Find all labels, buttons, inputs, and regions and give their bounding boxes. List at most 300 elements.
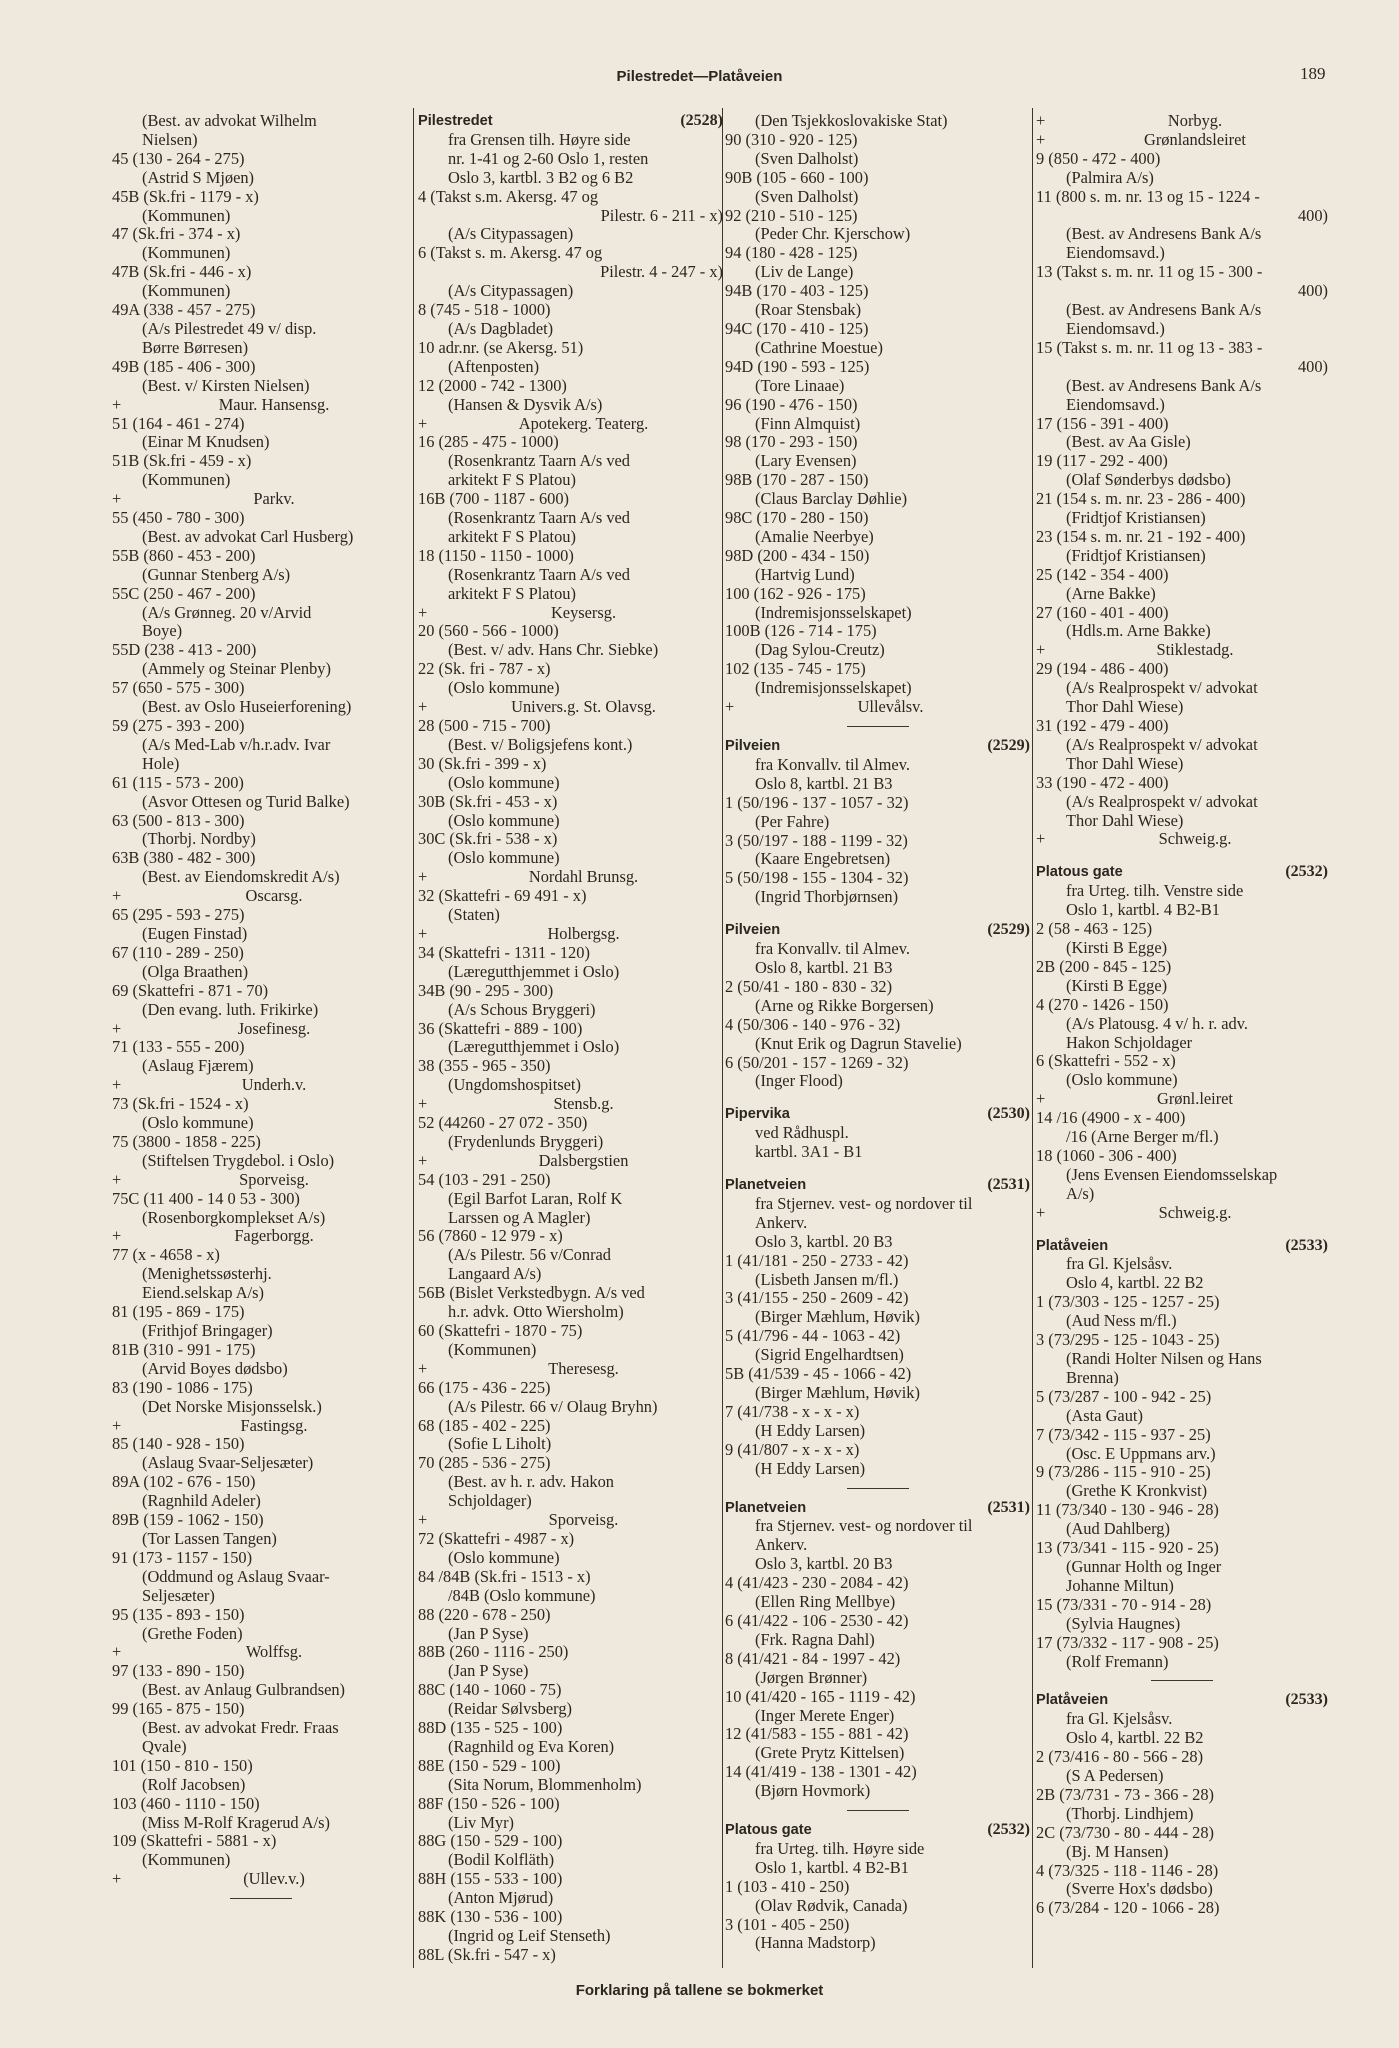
- entry-detail: Nielsen): [142, 129, 198, 149]
- entry-detail: (A/s Pilestr. 56 v/Conrad: [448, 1245, 611, 1265]
- entry-detail: (A/s Med-Lab v/h.r.adv. Ivar: [142, 734, 331, 754]
- entry-detail: (Best. av Anlaug Gulbrandsen): [142, 1680, 346, 1700]
- cross-street: [418, 698, 723, 717]
- entry-detail: (Best. av Eiendomskredit A/s): [142, 867, 340, 887]
- property-entry: 75 (3800 - 1858 - 225): [112, 1131, 261, 1151]
- cross-street-name: Parkv.: [253, 489, 295, 509]
- property-entry: 89A (102 - 676 - 150): [112, 1472, 256, 1492]
- property-entry: 1 (50/196 - 137 - 1057 - 32): [725, 792, 909, 812]
- cross-street: [1036, 1090, 1328, 1109]
- cross-street: [112, 490, 410, 509]
- property-entry: 88E (150 - 529 - 100): [418, 1755, 561, 1775]
- entry-detail: (Ingrid Thorbjørnsen): [755, 887, 899, 907]
- entry-detail: Oslo 8, kartbl. 21 B3: [755, 773, 893, 793]
- street-heading: [725, 1105, 1030, 1124]
- street-code: (2531): [987, 1176, 1030, 1194]
- entry-detail: 400): [1297, 281, 1328, 301]
- intersection-icon: +: [112, 489, 122, 509]
- entry-detail: (Lisbeth Jansen m/fl.): [755, 1269, 899, 1289]
- entry-detail: (Bjørn Hovmork): [755, 1781, 871, 1801]
- cross-street: [112, 1227, 410, 1246]
- cross-street: [1036, 131, 1328, 150]
- entry-detail: (Læregutthjemmet i Oslo): [448, 961, 620, 981]
- entry-detail: (A/s Grønneg. 20 v/Arvid: [142, 602, 312, 622]
- entry-detail: (Cathrine Moestue): [755, 337, 883, 357]
- property-entry: 30B (Sk.fri - 453 - x): [418, 791, 558, 811]
- cross-street-name: Keysersg.: [550, 602, 617, 622]
- entry-detail: (Best. av Aa Gisle): [1066, 432, 1191, 452]
- entry-detail: fra Gl. Kjelsåsv.: [1066, 1254, 1173, 1274]
- entry-detail: (A/s Citypassagen): [448, 281, 574, 301]
- entry-detail: (Fridtjof Kristiansen): [1066, 545, 1206, 565]
- entry-detail: (Oslo kommune): [448, 772, 560, 792]
- property-entry: 63 (500 - 813 - 300): [112, 810, 245, 830]
- property-entry: 56 (7860 - 12 979 - x): [418, 1226, 563, 1246]
- column-4: [1036, 112, 1328, 1918]
- property-entry: 68 (185 - 402 - 225): [418, 1415, 551, 1435]
- entry-detail: (Inger Flood): [755, 1071, 843, 1091]
- cross-street: [112, 1870, 410, 1889]
- property-entry: 9 (73/286 - 115 - 910 - 25): [1036, 1462, 1211, 1482]
- entry-detail: (Lary Evensen): [755, 451, 857, 471]
- entry-detail: (Ragnhild Adeler): [142, 1491, 261, 1511]
- entry-detail: Ankerv.: [755, 1535, 808, 1555]
- entry-detail: (Best. av h. r. adv. Hakon: [448, 1472, 614, 1492]
- intersection-icon: +: [1036, 129, 1046, 149]
- cross-street: [418, 415, 723, 434]
- entry-detail: (A/s Pilestr. 66 v/ Olaug Bryhn): [448, 1396, 658, 1416]
- property-entry: 6 (Skattefri - 552 - x): [1036, 1051, 1176, 1071]
- property-entry: 81B (310 - 991 - 175): [112, 1339, 256, 1359]
- entry-detail: Thor Dahl Wiese): [1066, 810, 1184, 830]
- property-entry: 31 (192 - 479 - 400): [1036, 716, 1169, 735]
- entry-detail: (Arvid Boyes dødsbo): [142, 1358, 288, 1378]
- entry-detail: arkitekt F S Platou): [448, 526, 576, 546]
- entry-detail: (Liv de Lange): [755, 262, 854, 282]
- property-entry: 88H (155 - 533 - 100): [418, 1869, 563, 1889]
- section-divider: [847, 726, 909, 727]
- property-entry: 88B (260 - 1116 - 250): [418, 1642, 569, 1662]
- entry-detail: (Kommunen): [142, 281, 231, 301]
- entry-detail: (Amalie Neerbye): [755, 526, 874, 546]
- entry-detail: fra Konvallv. til Almev.: [755, 939, 910, 959]
- property-entry: 51 (164 - 461 - 274): [112, 413, 245, 433]
- street-name: Planetveien: [725, 1177, 807, 1194]
- property-entry: 15 (73/331 - 70 - 914 - 28): [1036, 1594, 1212, 1614]
- cross-street: [418, 1152, 723, 1171]
- entry-detail: (Olav Rødvik, Canada): [755, 1895, 908, 1915]
- entry-detail: Oslo 4, kartbl. 22 B2: [1066, 1728, 1204, 1748]
- entry-detail: (Oslo kommune): [448, 848, 560, 868]
- cross-street-name: Fastingsg.: [240, 1415, 308, 1435]
- property-entry: 6 (Takst s. m. Akersg. 47 og: [418, 243, 603, 263]
- intersection-icon: +: [112, 1169, 122, 1189]
- entry-detail: (Grethe K Kronkvist): [1066, 1481, 1208, 1501]
- property-entry: 5 (41/796 - 44 - 1063 - 42): [725, 1326, 901, 1346]
- intersection-icon: +: [418, 867, 428, 887]
- entry-detail: (Miss M-Rolf Kragerud A/s): [142, 1812, 331, 1832]
- property-entry: 17 (73/332 - 117 - 908 - 25): [1036, 1632, 1219, 1652]
- cross-street: [418, 1095, 723, 1114]
- property-entry: 97 (133 - 890 - 150): [112, 1661, 245, 1681]
- property-entry: 81 (195 - 869 - 175): [112, 1302, 245, 1322]
- entry-detail: (Tore Linaae): [755, 375, 845, 395]
- street-heading: [725, 737, 1030, 756]
- intersection-icon: +: [1036, 640, 1046, 660]
- entry-detail: Hakon Schjoldager: [1066, 1032, 1193, 1052]
- entry-detail: (Rolf Jacobsen): [142, 1774, 246, 1794]
- entry-detail: (Olaf Sønderbys dødsbo): [1066, 470, 1231, 490]
- intersection-icon: +: [1036, 111, 1046, 130]
- entry-detail: (Ungdomshospitset): [448, 1075, 581, 1095]
- entry-detail: (Arne og Rikke Borgersen): [755, 995, 934, 1015]
- entry-detail: (Finn Almquist): [755, 413, 861, 433]
- entry-detail: (Bodil Kolfläth): [448, 1850, 555, 1870]
- property-entry: 88 (220 - 678 - 250): [418, 1604, 551, 1624]
- entry-detail: (Den Tsjekkoslovakiske Stat): [755, 111, 948, 130]
- cross-street: [418, 1511, 723, 1530]
- property-entry: 14 (41/419 - 138 - 1301 - 42): [725, 1762, 917, 1782]
- property-entry: 83 (190 - 1086 - 175): [112, 1377, 253, 1397]
- entry-detail: (Sylvia Haugnes): [1066, 1613, 1181, 1633]
- entry-detail: (Best. v/ Boligsjefens kont.): [448, 734, 633, 754]
- property-entry: 19 (117 - 292 - 400): [1036, 451, 1168, 471]
- entry-detail: Eiendomsavd.): [1066, 318, 1165, 338]
- entry-detail: Brenna): [1066, 1367, 1119, 1387]
- entry-detail: Oslo 3, kartbl. 20 B3: [755, 1554, 893, 1574]
- entry-detail: (Oslo kommune): [448, 810, 560, 830]
- entry-detail: (Rosenkrantz Taarn A/s ved: [448, 564, 630, 584]
- intersection-icon: +: [112, 1226, 122, 1246]
- cross-street-name: Norbyg.: [1167, 111, 1223, 130]
- property-entry: 7 (41/738 - x - x - x): [725, 1401, 860, 1421]
- property-entry: 3 (73/295 - 125 - 1043 - 25): [1036, 1330, 1220, 1350]
- entry-detail: Thor Dahl Wiese): [1066, 753, 1184, 773]
- entry-detail: A/s): [1066, 1183, 1095, 1203]
- street-name: Planetveien: [725, 1499, 807, 1516]
- entry-detail: (Indremisjonsselskapet): [755, 602, 912, 622]
- entry-detail: (Sven Dalholst): [755, 148, 859, 168]
- street-code: (2528): [680, 112, 723, 129]
- entry-detail: fra Stjernev. vest- og nordover til: [755, 1193, 973, 1213]
- property-entry: 21 (154 s. m. nr. 23 - 286 - 400): [1036, 489, 1246, 509]
- property-entry: 85 (140 - 928 - 150): [112, 1434, 245, 1454]
- property-entry: 47B (Sk.fri - 446 - x): [112, 262, 252, 282]
- cross-street: [1036, 112, 1328, 131]
- entry-detail: (Læregutthjemmet i Oslo): [448, 1037, 620, 1057]
- entry-detail: (Rolf Fremann): [1066, 1651, 1169, 1671]
- street-name: Platous gate: [1036, 864, 1123, 881]
- entry-detail: (Best. av Andresens Bank A/s: [1066, 224, 1262, 244]
- entry-detail: Boye): [142, 621, 183, 641]
- entry-detail: (Frithjof Bringager): [142, 1321, 273, 1340]
- property-entry: 51B (Sk.fri - 459 - x): [112, 451, 252, 471]
- entry-detail: (Oslo kommune): [448, 678, 560, 698]
- street-heading: [725, 1499, 1030, 1518]
- cross-street: [112, 396, 410, 415]
- entry-detail: /84B (Oslo kommune): [448, 1585, 596, 1605]
- intersection-icon: +: [1036, 1202, 1046, 1222]
- entry-detail: (Kommunen): [142, 1850, 231, 1870]
- intersection-icon: +: [725, 697, 735, 717]
- intersection-icon: +: [418, 1358, 428, 1378]
- street-code: (2529): [987, 737, 1030, 754]
- column-rule: [413, 108, 414, 1968]
- intersection-icon: +: [112, 394, 122, 414]
- property-entry: 55 (450 - 780 - 300): [112, 508, 245, 528]
- property-entry: 4 (Takst s.m. Akersg. 47 og: [418, 186, 599, 206]
- property-entry: 59 (275 - 393 - 200): [112, 716, 245, 735]
- entry-detail: (Aslaug Fjærem): [142, 1056, 254, 1076]
- section-divider: [847, 1488, 909, 1489]
- property-entry: 20 (560 - 566 - 1000): [418, 621, 559, 641]
- entry-detail: Hole): [142, 753, 180, 773]
- property-entry: 4 (270 - 1426 - 150): [1036, 994, 1169, 1014]
- entry-detail: (Ragnhild og Eva Koren): [448, 1736, 615, 1756]
- street-code: (2530): [987, 1105, 1030, 1123]
- property-entry: 88D (135 - 525 - 100): [418, 1718, 563, 1738]
- entry-detail: (Hanna Madstorp): [755, 1933, 876, 1953]
- entry-detail: /16 (Arne Berger m/fl.): [1066, 1127, 1219, 1147]
- property-entry: 4 (73/325 - 118 - 1146 - 28): [1036, 1860, 1219, 1880]
- property-entry: 16 (285 - 475 - 1000): [418, 432, 559, 452]
- entry-detail: (Birger Mæhlum, Høvik): [755, 1383, 920, 1402]
- entry-detail: (Eugen Finstad): [142, 923, 248, 943]
- entry-detail: (Aftenposten): [448, 356, 540, 376]
- cross-street-name: Grønlandsleiret: [1144, 129, 1246, 149]
- entry-detail: (Sigrid Engelhardtsen): [755, 1345, 904, 1365]
- entry-detail: (Osc. E Uppmans arv.): [1066, 1443, 1216, 1463]
- property-entry: 55D (238 - 413 - 200): [112, 640, 257, 660]
- entry-detail: kartbl. 3A1 - B1: [755, 1142, 863, 1162]
- intersection-icon: +: [418, 602, 428, 622]
- entry-detail: (Sven Dalholst): [755, 186, 859, 206]
- entry-detail: (Stiftelsen Trygdebol. i Oslo): [142, 1150, 335, 1170]
- section-gap: [1036, 1223, 1328, 1237]
- property-entry: 22 (Sk. fri - 787 - x): [418, 659, 551, 679]
- cross-street-name: Stiklestadg.: [1156, 640, 1234, 660]
- street-heading: [1036, 1237, 1328, 1256]
- column-3: [725, 112, 1030, 1953]
- intersection-icon: +: [418, 923, 428, 943]
- property-entry: 92 (210 - 510 - 125): [725, 205, 858, 225]
- intersection-icon: +: [418, 697, 428, 717]
- property-entry: 52 (44260 - 27 072 - 350): [418, 1113, 588, 1133]
- property-entry: 36 (Skattefri - 889 - 100): [418, 1018, 583, 1038]
- entry-detail: Seljesæter): [142, 1585, 215, 1605]
- entry-detail: Johanne Miltun): [1066, 1575, 1174, 1595]
- intersection-icon: +: [1036, 1089, 1046, 1109]
- entry-detail: Eiend.selskap A/s): [142, 1283, 265, 1303]
- section-gap: [725, 907, 1030, 921]
- entry-detail: (Best. av advokat Carl Husberg): [142, 526, 354, 546]
- property-entry: 6 (73/284 - 120 - 1066 - 28): [1036, 1898, 1220, 1918]
- entry-detail: (Thorbj. Lindhjem): [1066, 1803, 1194, 1823]
- section-divider: [847, 1810, 909, 1811]
- property-entry: 16B (700 - 1187 - 600): [418, 489, 569, 509]
- street-name: Pilestredet: [418, 113, 493, 129]
- property-entry: 89B (159 - 1062 - 150): [112, 1510, 264, 1530]
- property-entry: 33 (190 - 472 - 400): [1036, 772, 1169, 792]
- entry-detail: (Arne Bakke): [1066, 583, 1156, 603]
- property-entry: 3 (50/197 - 188 - 1199 - 32): [725, 830, 908, 850]
- property-entry: 100 (162 - 926 - 175): [725, 583, 866, 603]
- intersection-icon: +: [112, 1642, 122, 1662]
- property-entry: 94 (180 - 428 - 125): [725, 243, 858, 263]
- street-name: Platous gate: [725, 1822, 812, 1839]
- entry-detail: Oslo 3, kartbl. 3 B2 og 6 B2: [448, 167, 634, 187]
- entry-detail: Thor Dahl Wiese): [1066, 697, 1184, 717]
- property-entry: 2B (200 - 845 - 125): [1036, 956, 1172, 976]
- entry-detail: (Sverre Hox's dødsbo): [1066, 1879, 1213, 1899]
- entry-detail: (Liv Myr): [448, 1812, 515, 1832]
- property-entry: 5 (50/198 - 155 - 1304 - 32): [725, 868, 909, 888]
- cross-street-name: Sporveisg.: [548, 1510, 619, 1530]
- section-divider: [230, 1898, 292, 1899]
- property-entry: 55C (250 - 467 - 200): [112, 583, 256, 603]
- entry-detail: (Per Fahre): [755, 811, 830, 831]
- entry-detail: (Best. av advokat Fredr. Fraas: [142, 1718, 339, 1738]
- entry-detail: (Egil Barfot Laran, Rolf K: [448, 1188, 623, 1208]
- property-entry: 1 (103 - 410 - 250): [725, 1876, 850, 1896]
- cross-street: [418, 868, 723, 887]
- entry-detail: (Kommunen): [448, 1339, 537, 1359]
- property-entry: 47 (Sk.fri - 374 - x): [112, 224, 241, 244]
- property-entry: 88G (150 - 529 - 100): [418, 1831, 563, 1851]
- entry-detail: (Kaare Engebretsen): [755, 849, 891, 869]
- property-entry: 54 (103 - 291 - 250): [418, 1169, 551, 1189]
- entry-detail: Schjoldager): [448, 1491, 532, 1511]
- property-entry: 60 (Skattefri - 1870 - 75): [418, 1321, 583, 1340]
- property-entry: 17 (156 - 391 - 400): [1036, 413, 1169, 433]
- entry-detail: arkitekt F S Platou): [448, 583, 576, 603]
- property-entry: 73 (Sk.fri - 1524 - x): [112, 1094, 249, 1114]
- intersection-icon: +: [1036, 829, 1046, 849]
- entry-detail: (Hartvig Lund): [755, 564, 855, 584]
- entry-detail: (Kommunen): [142, 205, 231, 225]
- entry-detail: fra Gl. Kjelsåsv.: [1066, 1709, 1173, 1729]
- cross-street-name: Stensb.g.: [553, 1094, 614, 1114]
- entry-detail: (Hansen & Dysvik A/s): [448, 394, 603, 414]
- entry-detail: (Asta Gaut): [1066, 1405, 1143, 1425]
- entry-detail: (Fridtjof Kristiansen): [1066, 508, 1206, 528]
- property-entry: 91 (173 - 1157 - 150): [112, 1547, 253, 1567]
- property-entry: 94C (170 - 410 - 125): [725, 318, 869, 338]
- property-entry: 72 (Skattefri - 4987 - x): [418, 1528, 575, 1548]
- property-entry: 38 (355 - 965 - 350): [418, 1056, 551, 1076]
- property-entry: 15 (Takst s. m. nr. 11 og 13 - 383 -: [1036, 337, 1263, 357]
- property-entry: 14 /16 (4900 - x - 400): [1036, 1108, 1186, 1128]
- property-entry: 102 (135 - 745 - 175): [725, 659, 866, 679]
- property-entry: 45B (Sk.fri - 1179 - x): [112, 186, 259, 206]
- property-entry: 6 (50/201 - 157 - 1269 - 32): [725, 1052, 909, 1072]
- property-entry: 13 (73/341 - 115 - 920 - 25): [1036, 1538, 1219, 1558]
- entry-detail: (Kommunen): [142, 470, 231, 490]
- property-entry: 5B (41/539 - 45 - 1066 - 42): [725, 1364, 912, 1384]
- entry-detail: Oslo 1, kartbl. 4 B2-B1: [1066, 900, 1220, 920]
- entry-detail: (Inger Merete Enger): [755, 1705, 895, 1725]
- property-entry: 94B (170 - 403 - 125): [725, 281, 869, 301]
- intersection-icon: +: [112, 886, 122, 906]
- street-name: Platåveien: [1036, 1237, 1109, 1254]
- street-code: (2532): [1285, 863, 1328, 881]
- entry-detail: Oslo 8, kartbl. 21 B3: [755, 957, 893, 977]
- entry-detail: ved Rådhuspl.: [755, 1123, 849, 1143]
- cross-street: [112, 1020, 410, 1039]
- entry-detail: (Kommunen): [142, 243, 231, 263]
- cross-street: [418, 1360, 723, 1379]
- cross-street-name: Grønl.leiret: [1156, 1089, 1233, 1109]
- column-rule: [1032, 108, 1033, 1968]
- entry-detail: fra Stjernev. vest- og nordover til: [755, 1516, 973, 1536]
- property-entry: 56B (Bislet Verkstedbygn. A/s ved: [418, 1283, 645, 1303]
- property-entry: 69 (Skattefri - 871 - 70): [112, 980, 269, 1000]
- entry-detail: (Gunnar Holth og Inger: [1066, 1556, 1222, 1576]
- cross-street: [1036, 1204, 1328, 1223]
- entry-detail: (A/s Realprospekt v/ advokat: [1066, 791, 1258, 811]
- entry-detail: (Menighetssøsterhj.: [142, 1264, 272, 1284]
- entry-detail: (Gunnar Stenberg A/s): [142, 564, 291, 584]
- property-entry: 6 (41/422 - 106 - 2530 - 42): [725, 1610, 909, 1630]
- intersection-icon: +: [418, 1094, 428, 1114]
- entry-detail: fra Urteg. tilh. Venstre side: [1066, 881, 1244, 901]
- street-heading: [418, 112, 723, 131]
- street-name: Pipervika: [725, 1106, 790, 1123]
- property-entry: 4 (50/306 - 140 - 976 - 32): [725, 1014, 901, 1034]
- entry-detail: Oslo 1, kartbl. 4 B2-B1: [755, 1857, 909, 1877]
- cross-street: [112, 1076, 410, 1095]
- entry-detail: (A/s Realprospekt v/ advokat: [1066, 678, 1258, 698]
- entry-detail: (Kirsti B Egge): [1066, 937, 1168, 957]
- street-code: (2531): [987, 1498, 1030, 1516]
- entry-detail: (A/s Realprospekt v/ advokat: [1066, 734, 1258, 754]
- property-entry: 67 (110 - 289 - 250): [112, 942, 244, 962]
- page-number: 189: [1300, 64, 1326, 83]
- cross-street: [112, 887, 410, 906]
- cross-street-name: Oscarsg.: [245, 886, 303, 906]
- entry-detail: (Rosenborgkomplekset A/s): [142, 1207, 326, 1227]
- property-entry: 30 (Sk.fri - 399 - x): [418, 753, 547, 773]
- entry-detail: (Best. av Oslo Huseierforening): [142, 697, 352, 717]
- property-entry: 77 (x - 4658 - x): [112, 1245, 220, 1265]
- cross-street: [725, 698, 1030, 717]
- entry-detail: (Best. v/ Kirsten Nielsen): [142, 375, 310, 395]
- street-code: (2533): [1285, 1236, 1328, 1254]
- cross-street-name: Holbergsg.: [547, 923, 620, 943]
- cross-street: [112, 1171, 410, 1190]
- street-code: (2529): [987, 921, 1030, 939]
- property-entry: 10 adr.nr. (se Akersg. 51): [418, 337, 584, 357]
- entry-detail: Pilestr. 4 - 247 - x): [600, 262, 723, 282]
- cross-street-name: Josefinesg.: [237, 1018, 311, 1038]
- entry-detail: nr. 1-41 og 2-60 Oslo 1, resten: [448, 148, 649, 168]
- property-entry: 88L (Sk.fri - 547 - x): [418, 1944, 556, 1964]
- entry-detail: Oslo 4, kartbl. 22 B2: [1066, 1273, 1204, 1293]
- property-entry: 88C (140 - 1060 - 75): [418, 1680, 562, 1700]
- property-entry: 34 (Skattefri - 1311 - 120): [418, 942, 590, 962]
- property-entry: 55B (860 - 453 - 200): [112, 545, 256, 565]
- entry-detail: (A/s Citypassagen): [448, 224, 574, 244]
- column-2: [418, 112, 723, 1965]
- property-entry: 1 (73/303 - 125 - 1257 - 25): [1036, 1292, 1220, 1312]
- cross-street-name: Ullevålsv.: [857, 697, 924, 717]
- property-entry: 98 (170 - 293 - 150): [725, 432, 858, 452]
- entry-detail: (Grethe Foden): [142, 1623, 243, 1643]
- entry-detail: (Ingrid og Leif Stenseth): [448, 1926, 611, 1945]
- property-entry: 99 (165 - 875 - 150): [112, 1699, 245, 1719]
- property-entry: 3 (101 - 405 - 250): [725, 1914, 850, 1934]
- property-entry: 63B (380 - 482 - 300): [112, 848, 256, 868]
